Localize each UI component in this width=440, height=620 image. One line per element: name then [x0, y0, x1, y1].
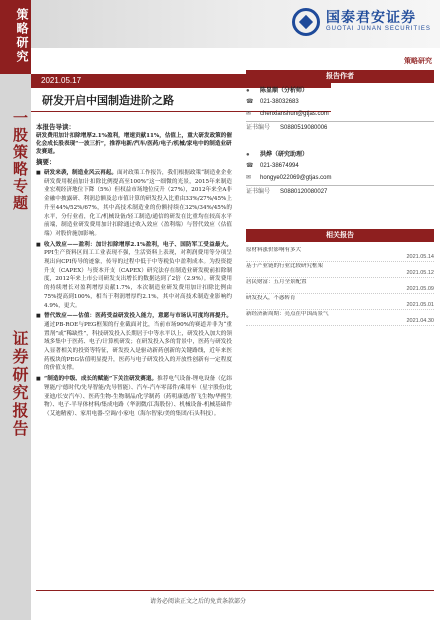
- report-date: 2021.05.17: [41, 76, 82, 85]
- person-icon: ●: [246, 152, 250, 158]
- related-date: 2021.05.12: [406, 270, 434, 276]
- paragraph-1-lead: 研发来袭，制造业风云再起。: [44, 170, 117, 176]
- paragraph-4-lead: “制造的中级、成长的赋能”下关注研发赛道。: [44, 376, 158, 383]
- paragraph-2-lead: 收入效应——盈利：加计扣除增厚2.1%盈利，电子、国防军工受益最大。: [44, 241, 232, 248]
- related-item[interactable]: [246, 294, 434, 310]
- analyst-phone: 021-38032683: [260, 99, 299, 105]
- paragraph-4-text: 推荐电气设备-锂电设备（亿纬锂能/宁德时代/先导智能/先导智能）、汽车-汽车零部件/乘用车（星宇股份/比亚迪/长安汽车）、医药生物-生物制品/化学制药（药明康德/智飞生物/华熙生物）、电子-半导体材料/集成电路（华润微/江海股份）、机械设备-机械基础件（艾迪精密）、家用电器-空调/小家电（海尔智家/美的集团/石头科技）。: [44, 376, 233, 417]
- summary-text: 研发费用加计扣除增厚2.1%盈利，增速贡献11%，估值上，重大研发政策的催化会成长股表现“一波三折”，推荐电新/汽车/医药/电子/机械/家电中的制造业研发赛道。: [36, 133, 232, 155]
- related-title[interactable]: 原材料涨价影响有多大: [246, 247, 302, 253]
- side-top-label: 策略研究: [15, 8, 29, 64]
- person-icon: ●: [246, 88, 250, 94]
- analysts-heading: 报告作者: [246, 70, 434, 83]
- brand-logo: [292, 6, 431, 40]
- paragraph-3-lead: 替代效应——估值：医药受益研发投入能力，意愿与市场认可度均再提升。: [44, 313, 232, 320]
- analyst-email-row[interactable]: [246, 110, 329, 118]
- phone-icon: ☎: [246, 163, 254, 169]
- paragraph-1: [36, 169, 232, 239]
- email-icon: ✉: [246, 111, 252, 117]
- related-date: 2021.05.09: [406, 286, 434, 292]
- related-date: 2021.05.01: [406, 302, 434, 308]
- analyst-phone-row: [246, 98, 299, 106]
- paragraph-3: [36, 312, 232, 373]
- related-item[interactable]: [246, 246, 434, 262]
- paragraph-2-text: PPI生产资料区间工工业表现不强，生活资料上表现，对利润费用等分项呈现出向CPI传导的迹象，传导的过程中低于中等税负中盈利成本。为投资提升支（CAPEX）与资本开支（CAPEX）研究法存在制造业研发税前扣除制度，2012年来上市公司研发支出增长的数据达到了2倍（2.9%）。研发费用的持续增长对盈利增厚贡献1.7%，本次制造业研发费用加计扣除比例由75%提高到100%，相当于利润增厚约2.1%，其中对高技术制造业影响约4.9%，更大。: [44, 250, 232, 309]
- report-title: 研发开启中国制造进阶之路: [42, 95, 174, 107]
- analyst-name: 陈显顺（分析师）: [260, 88, 309, 94]
- analyst-name: 洪烨（研究助理）: [260, 152, 309, 158]
- brand-name-cn: 国泰君安证券: [326, 9, 416, 25]
- related-item[interactable]: [246, 262, 434, 278]
- paragraph-4: [36, 375, 232, 419]
- related-title[interactable]: 研发投入，不惑转育: [246, 295, 296, 301]
- footer-divider: [36, 590, 434, 591]
- paragraph-3-text: 通过PB-ROE与PEG框架的行业截面对比，当前市场90%的赛道并非为“重置剂”或“稀缺性”，科技研发投入长期居于中等水平以上，研发投入加大的领域多集中于医药、电子/计算机研发；在研发投入多的背景中，医药与研发投入显著相关的投资等特征，研发投入是驱动新药创新的关键路线，近年来医药板块的PEG估值明显提升，医药与电子研发投入的开放性创新有一定程度的价值支撑。: [44, 321, 232, 372]
- analyst-cert-row: [246, 188, 327, 196]
- side-series-label: 一股策略专题: [11, 110, 29, 212]
- analyst-name-row: [246, 87, 308, 95]
- cert-divider: [246, 121, 434, 122]
- related-title[interactable]: 居民财富：五月全景配置: [246, 279, 307, 285]
- paragraph-1-text: 面对政策工作报告，我们根据政策“制造业企业研发费用税前加计扣除比例提高至100%”这一细微的光景，2015年来制造业宏观经济地位下降（5%）但权益市场地位反升（27%），2012年来全A非金融中披露研、利润总额及总市值计算的研发投入比重由33%/27%/45%上升至44%/52%/67%，其中高技术制造业的份额持续在32%/34%/45%的水平，分行业看，化工/机械设备/轻工制造/通信的研发在比重均在较高水平前端，制造业研发费用加计扣除通过收入效应（盈利端）与替代效应（估值端）对股价施加影响。: [44, 170, 232, 237]
- analyst-cert-label: 证书编号: [246, 189, 271, 195]
- brand-name-en: GUOTAI JUNAN SECURITIES: [326, 26, 431, 32]
- analyst-card: [246, 87, 434, 147]
- analyst-cert-row: [246, 124, 327, 132]
- analyst-email-row[interactable]: [246, 174, 331, 182]
- side-bottom-label: 证券研究报告: [10, 330, 29, 438]
- side-band: [0, 0, 31, 620]
- related-item[interactable]: [246, 278, 434, 294]
- header-band: [31, 0, 440, 48]
- related-date: 2021.04.30: [406, 318, 434, 324]
- analyst-cert: S0880519080006: [280, 125, 328, 131]
- analyst-cert: S0880120080027: [280, 189, 328, 195]
- footer-disclaimer: 请务必阅读正文之后的免责条款部分: [150, 599, 247, 605]
- analyst-name-row: [246, 151, 308, 159]
- analyst-phone-row: [246, 162, 299, 170]
- analyst-phone: 021-38674994: [260, 163, 299, 169]
- related-heading: 相关报告: [246, 229, 434, 242]
- summary-label: 本报告导读：: [36, 124, 75, 131]
- email-icon: ✉: [246, 175, 252, 181]
- related-item[interactable]: [246, 310, 434, 326]
- report-type: 策略研究: [404, 58, 432, 65]
- paragraph-2: [36, 241, 232, 311]
- analyst-email[interactable]: chenxianshun@gtjas.com: [260, 111, 329, 117]
- related-title[interactable]: 基于产业链的行业比较研究框架: [246, 263, 324, 269]
- related-title[interactable]: 新经济新周期：亮点在中国高景气: [246, 311, 329, 317]
- related-list: [246, 246, 434, 326]
- abstract-label: 摘要：: [36, 159, 56, 166]
- brand-logo-icon: [292, 8, 320, 36]
- analyst-card: [246, 151, 434, 211]
- main-body: [36, 123, 232, 419]
- related-date: 2021.05.14: [406, 254, 434, 260]
- analyst-email[interactable]: hongye022069@gtjas.com: [260, 175, 332, 181]
- phone-icon: ☎: [246, 99, 254, 105]
- cert-divider: [246, 185, 434, 186]
- analyst-cert-label: 证书编号: [246, 125, 271, 131]
- right-column: [246, 70, 434, 326]
